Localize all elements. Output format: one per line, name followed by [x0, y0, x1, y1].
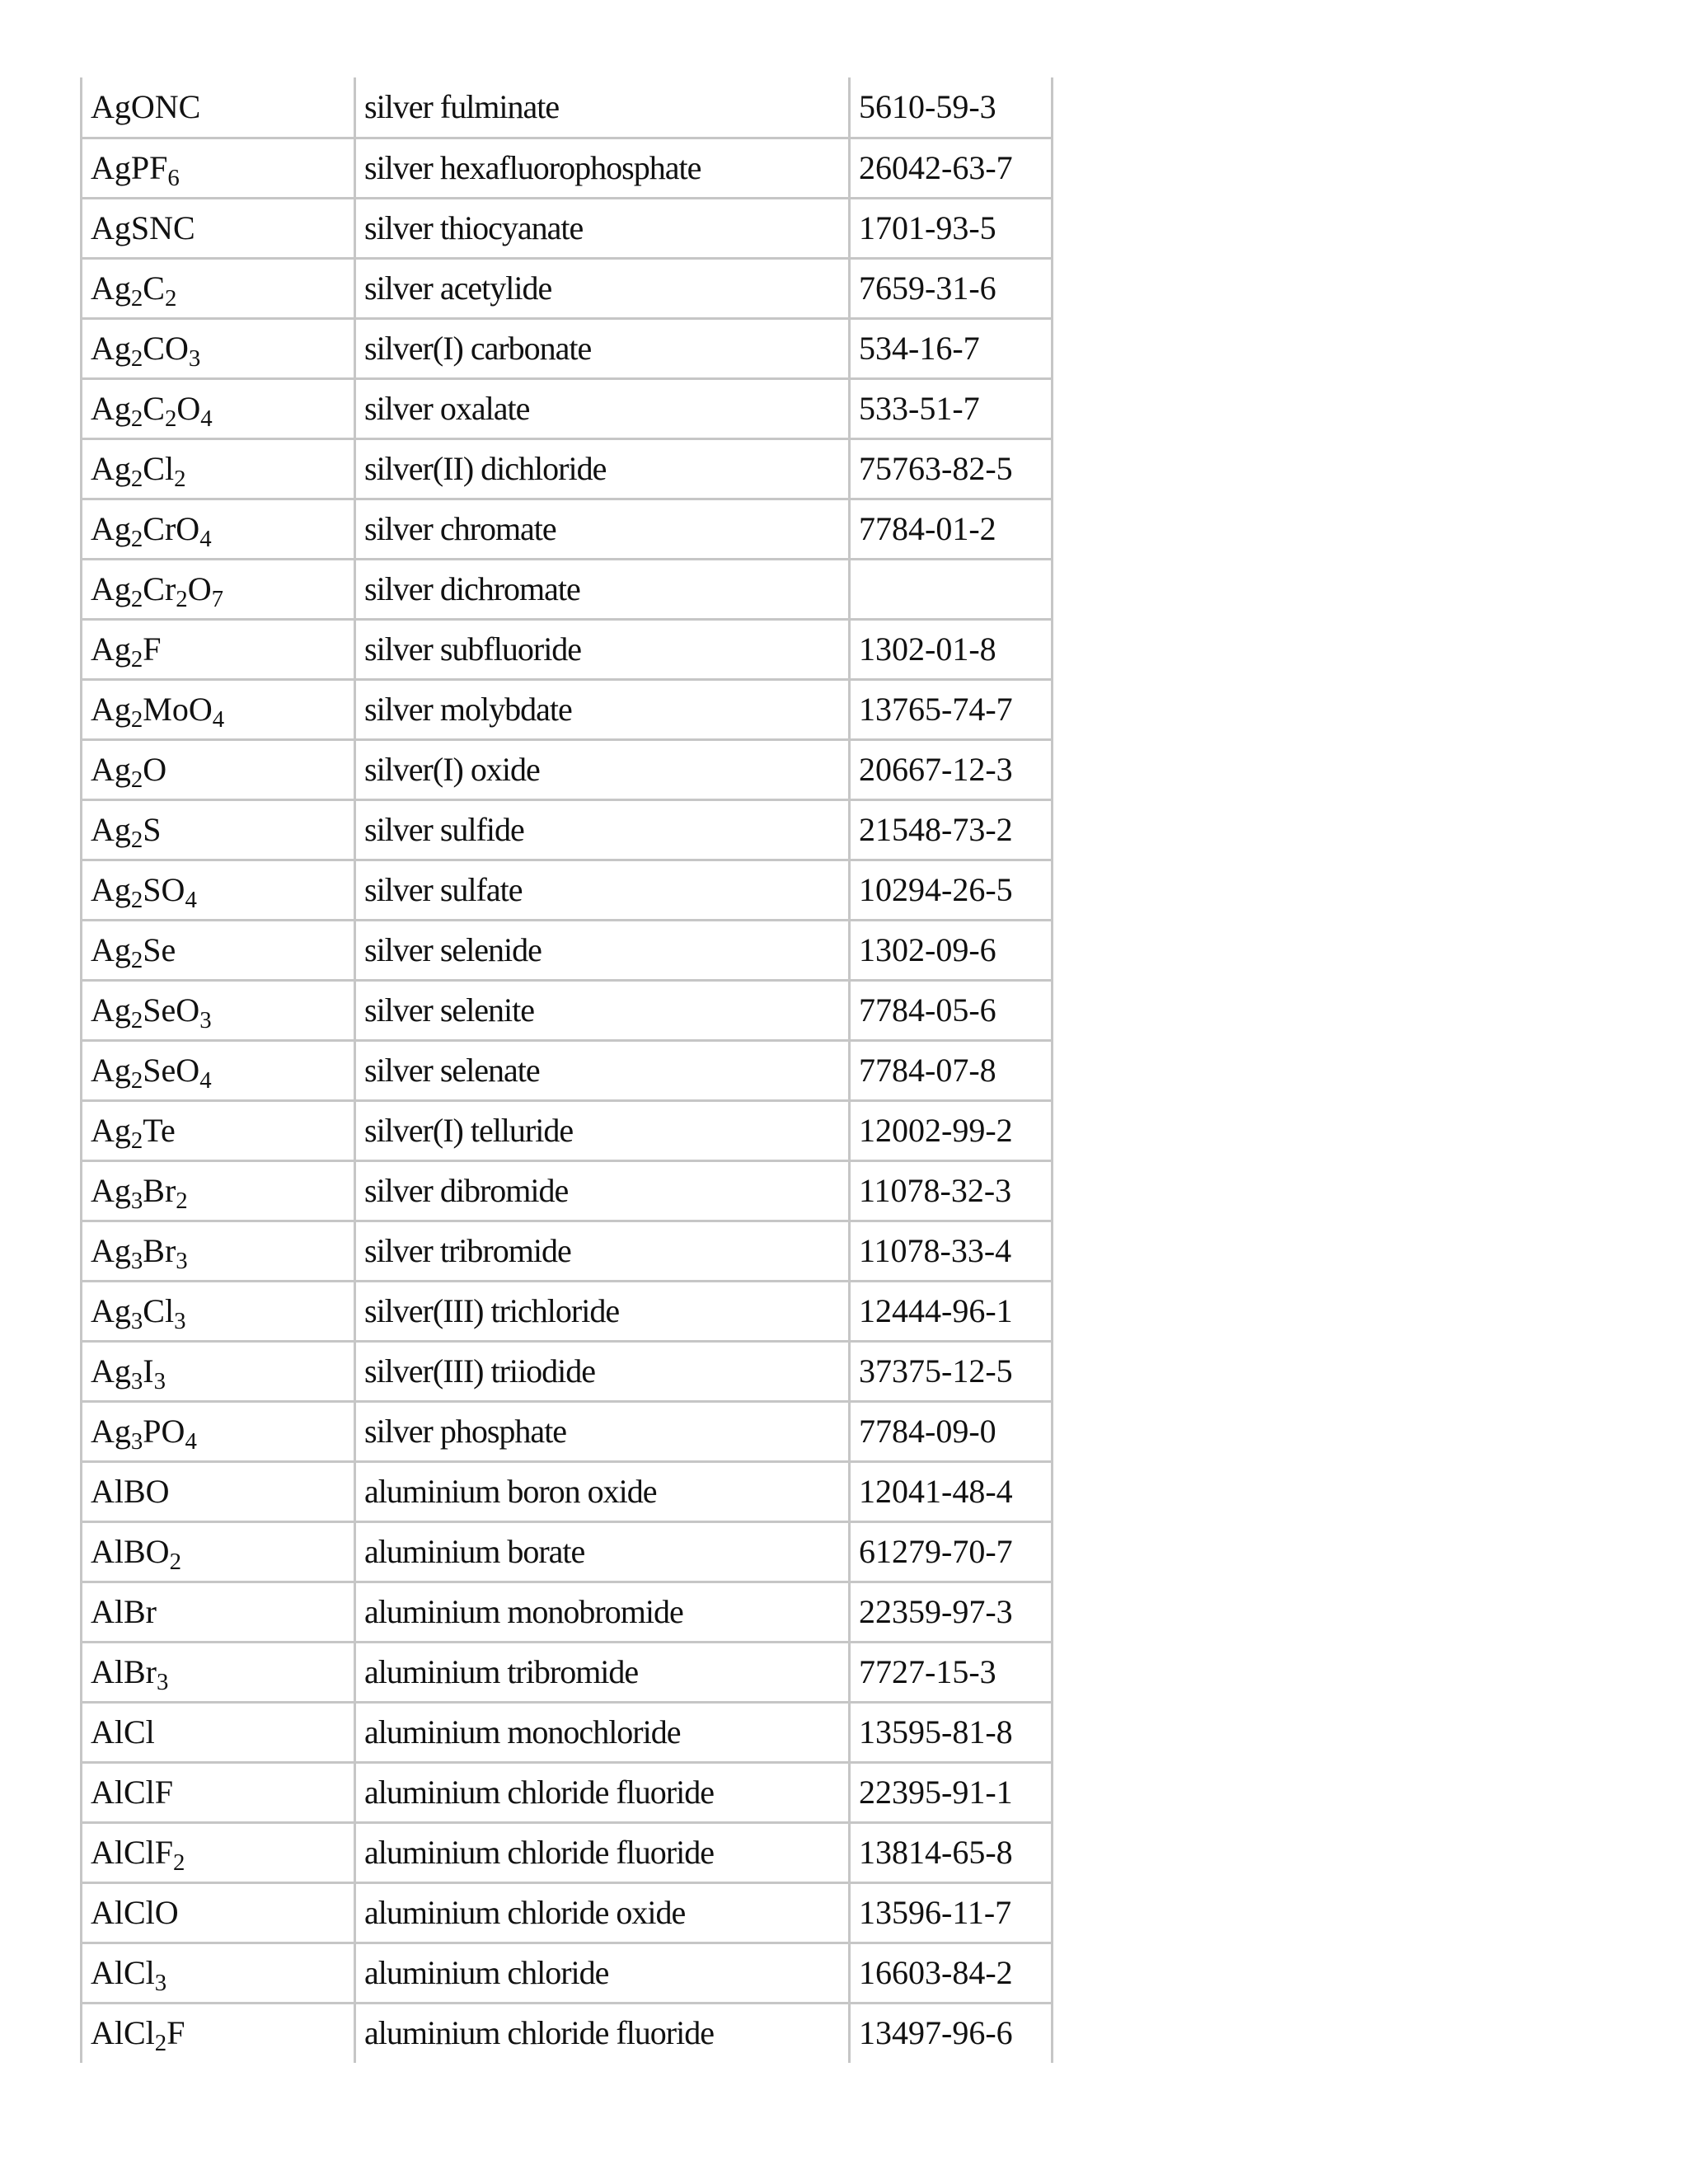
- formula-cell: [82, 499, 355, 559]
- compound-name-cell: aluminium monochloride: [355, 1702, 850, 1762]
- formula-element: Cl: [143, 449, 175, 487]
- formula-cell: [82, 1401, 355, 1461]
- compound-name-cell: silver selenide: [355, 920, 850, 980]
- cas-number-cell: 11078-33-4: [850, 1221, 1053, 1281]
- table-row: [82, 1762, 1053, 1822]
- formula-element: O: [187, 569, 212, 607]
- compound-name-cell: aluminium boron oxide: [355, 1461, 850, 1521]
- formula-cell: [82, 1762, 355, 1822]
- formula-subscript: 2: [176, 585, 188, 612]
- formula-subscript: 6: [167, 164, 180, 191]
- formula-element: AlCl: [91, 1713, 155, 1750]
- formula-subscript: 3: [188, 344, 201, 372]
- compound-name-cell: aluminium chloride fluoride: [355, 2003, 850, 2063]
- compound-name-cell: silver selenite: [355, 980, 850, 1040]
- formula-cell: [82, 258, 355, 318]
- formula-cell: [82, 138, 355, 198]
- formula-element: Ag: [91, 1291, 131, 1329]
- cas-number-cell: 7727-15-3: [850, 1642, 1053, 1702]
- table-row: [82, 1040, 1053, 1100]
- formula-cell: [82, 1100, 355, 1160]
- formula-element: AlCl: [91, 1953, 155, 1991]
- formula-subscript: 3: [130, 1307, 143, 1334]
- cas-number-cell: 22359-97-3: [850, 1582, 1053, 1642]
- cas-number-cell: 37375-12-5: [850, 1341, 1053, 1401]
- formula-element: CO: [143, 329, 189, 367]
- formula-subscript: 2: [169, 1548, 181, 1575]
- formula-cell: [82, 2003, 355, 2063]
- formula-element: O: [143, 750, 167, 788]
- formula-cell: [82, 378, 355, 438]
- table-row: [82, 1521, 1053, 1582]
- formula-cell: [82, 1702, 355, 1762]
- table-row: [82, 499, 1053, 559]
- cas-number-cell: 10294-26-5: [850, 860, 1053, 920]
- formula-cell: [82, 1642, 355, 1702]
- formula-element: AgONC: [91, 87, 201, 125]
- compound-name-cell: silver(I) carbonate: [355, 318, 850, 378]
- formula-element: PO: [143, 1412, 185, 1450]
- cas-number-cell: 5610-59-3: [850, 77, 1053, 138]
- formula-subscript: 2: [130, 766, 143, 793]
- formula-subscript: 4: [199, 525, 212, 552]
- cas-number-cell: 13596-11-7: [850, 1882, 1053, 1943]
- formula-element: Ag: [91, 810, 131, 848]
- formula-element: Ag: [91, 690, 131, 728]
- formula-element: Ag: [91, 750, 131, 788]
- formula-element: F: [166, 2014, 185, 2052]
- compound-name-cell: aluminium chloride: [355, 1943, 850, 2003]
- formula-cell: [82, 1160, 355, 1221]
- formula-subscript: 2: [130, 405, 143, 432]
- table-row: [82, 679, 1053, 739]
- compound-name-cell: silver(I) telluride: [355, 1100, 850, 1160]
- formula-cell: [82, 1461, 355, 1521]
- formula-element: AgPF: [91, 148, 168, 186]
- formula-element: F: [143, 630, 162, 668]
- compound-table: [80, 77, 1053, 2063]
- table-row: [82, 1461, 1053, 1521]
- formula-cell: [82, 318, 355, 378]
- cas-number-cell: 534-16-7: [850, 318, 1053, 378]
- formula-element: Cl: [143, 1291, 175, 1329]
- cas-number-cell: 1302-01-8: [850, 619, 1053, 679]
- formula-element: AgSNC: [91, 209, 195, 246]
- compound-name-cell: aluminium chloride fluoride: [355, 1822, 850, 1882]
- table-row: [82, 1221, 1053, 1281]
- cas-number-cell: 7784-05-6: [850, 980, 1053, 1040]
- compound-name-cell: aluminium tribromide: [355, 1642, 850, 1702]
- formula-subscript: 7: [211, 585, 223, 612]
- formula-subscript: 2: [130, 465, 143, 492]
- table-row: [82, 559, 1053, 619]
- compound-name-cell: silver tribromide: [355, 1221, 850, 1281]
- formula-element: Ag: [91, 509, 131, 547]
- table-row: [82, 799, 1053, 860]
- formula-subscript: 2: [130, 1006, 143, 1033]
- formula-cell: [82, 980, 355, 1040]
- formula-subscript: 2: [174, 465, 186, 492]
- cas-number-cell: 7659-31-6: [850, 258, 1053, 318]
- table-row: [82, 1882, 1053, 1943]
- table-row: [82, 138, 1053, 198]
- formula-element: AlClF: [91, 1773, 174, 1811]
- table-row: [82, 258, 1053, 318]
- formula-subscript: 4: [199, 1066, 212, 1094]
- formula-cell: [82, 1221, 355, 1281]
- formula-element: AlCl: [91, 2014, 155, 2052]
- formula-element: Ag: [91, 269, 131, 307]
- formula-element: Ag: [91, 991, 131, 1029]
- formula-subscript: 2: [130, 344, 143, 372]
- formula-element: Ag: [91, 569, 131, 607]
- formula-cell: [82, 679, 355, 739]
- compound-name-cell: silver(I) oxide: [355, 739, 850, 799]
- formula-element: SeO: [143, 1051, 200, 1089]
- compound-name-cell: silver phosphate: [355, 1401, 850, 1461]
- formula-cell: [82, 1341, 355, 1401]
- cas-number-cell: 12002-99-2: [850, 1100, 1053, 1160]
- cas-number-cell: 22395-91-1: [850, 1762, 1053, 1822]
- table-row: [82, 1582, 1053, 1642]
- compound-name-cell: silver thiocyanate: [355, 198, 850, 258]
- compound-name-cell: silver oxalate: [355, 378, 850, 438]
- cas-number-cell: 1302-09-6: [850, 920, 1053, 980]
- formula-element: Ag: [91, 1171, 131, 1209]
- cas-number-cell: 13765-74-7: [850, 679, 1053, 739]
- formula-subscript: 4: [185, 886, 197, 913]
- formula-element: Br: [143, 1171, 176, 1209]
- compound-name-cell: aluminium chloride oxide: [355, 1882, 850, 1943]
- cas-number-cell: 12041-48-4: [850, 1461, 1053, 1521]
- formula-element: Ag: [91, 930, 131, 968]
- formula-element: C: [143, 269, 165, 307]
- table-row: [82, 77, 1053, 138]
- compound-name-cell: silver dibromide: [355, 1160, 850, 1221]
- compound-name-cell: silver(III) triiodide: [355, 1341, 850, 1401]
- formula-element: I: [143, 1352, 154, 1390]
- formula-subscript: 2: [164, 284, 177, 312]
- cas-number-cell: 13595-81-8: [850, 1702, 1053, 1762]
- compound-name-cell: silver(II) dichloride: [355, 438, 850, 499]
- formula-subscript: 2: [130, 284, 143, 312]
- formula-cell: [82, 1822, 355, 1882]
- compound-name-cell: silver fulminate: [355, 77, 850, 138]
- formula-subscript: 2: [130, 705, 143, 733]
- compound-name-cell: silver molybdate: [355, 679, 850, 739]
- table-row: [82, 1160, 1053, 1221]
- table-row: [82, 739, 1053, 799]
- formula-element: Ag: [91, 1352, 131, 1390]
- formula-element: Ag: [91, 1051, 131, 1089]
- formula-subscript: 2: [154, 2030, 167, 2057]
- table-row: [82, 2003, 1053, 2063]
- formula-element: AlClO: [91, 1893, 179, 1931]
- formula-cell: [82, 198, 355, 258]
- compound-name-cell: aluminium chloride fluoride: [355, 1762, 850, 1822]
- formula-element: S: [143, 810, 162, 848]
- compound-name-cell: silver hexafluorophosphate: [355, 138, 850, 198]
- table-row: [82, 980, 1053, 1040]
- formula-element: Ag: [91, 1231, 131, 1269]
- table-row: [82, 920, 1053, 980]
- table-row: [82, 1943, 1053, 2003]
- formula-cell: [82, 920, 355, 980]
- table-row: [82, 1100, 1053, 1160]
- table-row: [82, 378, 1053, 438]
- formula-subscript: 4: [200, 405, 213, 432]
- compound-name-cell: aluminium monobromide: [355, 1582, 850, 1642]
- compound-name-cell: silver sulfate: [355, 860, 850, 920]
- cas-number-cell: 13497-96-6: [850, 2003, 1053, 2063]
- formula-subscript: 3: [176, 1247, 188, 1274]
- compound-name-cell: aluminium borate: [355, 1521, 850, 1582]
- formula-element: AlBr: [91, 1652, 157, 1690]
- formula-element: Ag: [91, 1111, 131, 1149]
- formula-cell: [82, 1582, 355, 1642]
- table-row: [82, 198, 1053, 258]
- cas-number-cell: 13814-65-8: [850, 1822, 1053, 1882]
- formula-element: SeO: [143, 991, 200, 1029]
- formula-subscript: 3: [199, 1006, 212, 1033]
- formula-cell: [82, 860, 355, 920]
- compound-rows: [82, 77, 1053, 2063]
- formula-element: SO: [143, 870, 185, 908]
- formula-subscript: 3: [130, 1367, 143, 1394]
- table-row: [82, 1341, 1053, 1401]
- formula-subscript: 2: [130, 886, 143, 913]
- formula-subscript: 2: [130, 946, 143, 973]
- cas-number-cell: 16603-84-2: [850, 1943, 1053, 2003]
- formula-element: AlBO: [91, 1532, 170, 1570]
- cas-number-cell: 7784-01-2: [850, 499, 1053, 559]
- formula-subscript: 2: [130, 585, 143, 612]
- cas-number-cell: 26042-63-7: [850, 138, 1053, 198]
- formula-cell: [82, 1882, 355, 1943]
- formula-subscript: 2: [176, 1187, 188, 1214]
- formula-element: Te: [143, 1111, 176, 1149]
- cas-number-cell: 1701-93-5: [850, 198, 1053, 258]
- cas-number-cell: 533-51-7: [850, 378, 1053, 438]
- formula-element: AlClF: [91, 1833, 174, 1871]
- formula-subscript: 4: [212, 705, 225, 733]
- table-row: [82, 438, 1053, 499]
- formula-element: MoO: [143, 690, 213, 728]
- formula-subscript: 2: [130, 645, 143, 673]
- formula-subscript: 3: [154, 1969, 167, 1996]
- table-row: [82, 1401, 1053, 1461]
- formula-subscript: 4: [185, 1427, 197, 1455]
- cas-number-cell: 75763-82-5: [850, 438, 1053, 499]
- compound-name-cell: silver dichromate: [355, 559, 850, 619]
- formula-subscript: 2: [173, 1849, 185, 1876]
- formula-cell: [82, 1943, 355, 2003]
- formula-element: Ag: [91, 630, 131, 668]
- formula-cell: [82, 438, 355, 499]
- cas-number-cell: 11078-32-3: [850, 1160, 1053, 1221]
- compound-name-cell: silver(III) trichloride: [355, 1281, 850, 1341]
- compound-name-cell: silver sulfide: [355, 799, 850, 860]
- table-row: [82, 1822, 1053, 1882]
- formula-element: AlBO: [91, 1472, 170, 1510]
- formula-element: AlBr: [91, 1592, 157, 1630]
- formula-cell: [82, 739, 355, 799]
- table-row: [82, 1642, 1053, 1702]
- formula-element: Ag: [91, 389, 131, 427]
- table-row: [82, 860, 1053, 920]
- formula-element: Se: [143, 930, 176, 968]
- formula-cell: [82, 1521, 355, 1582]
- formula-subscript: 2: [130, 525, 143, 552]
- formula-subscript: 2: [130, 826, 143, 853]
- formula-subscript: 2: [130, 1066, 143, 1094]
- formula-element: C: [143, 389, 165, 427]
- formula-element: Cr: [143, 569, 176, 607]
- cas-number-cell: [850, 559, 1053, 619]
- formula-cell: [82, 799, 355, 860]
- cas-number-cell: 7784-07-8: [850, 1040, 1053, 1100]
- cas-number-cell: 12444-96-1: [850, 1281, 1053, 1341]
- formula-cell: [82, 77, 355, 138]
- table-row: [82, 318, 1053, 378]
- compound-name-cell: silver subfluoride: [355, 619, 850, 679]
- cas-number-cell: 20667-12-3: [850, 739, 1053, 799]
- formula-subscript: 3: [130, 1187, 143, 1214]
- formula-element: Ag: [91, 1412, 131, 1450]
- formula-cell: [82, 619, 355, 679]
- cas-number-cell: 21548-73-2: [850, 799, 1053, 860]
- formula-element: Br: [143, 1231, 176, 1269]
- compound-name-cell: silver selenate: [355, 1040, 850, 1100]
- cas-number-cell: 7784-09-0: [850, 1401, 1053, 1461]
- formula-subscript: 2: [164, 405, 177, 432]
- cas-number-cell: 61279-70-7: [850, 1521, 1053, 1582]
- table-row: [82, 1702, 1053, 1762]
- formula-subscript: 2: [130, 1127, 143, 1154]
- formula-subscript: 3: [174, 1307, 186, 1334]
- compound-name-cell: silver acetylide: [355, 258, 850, 318]
- table-row: [82, 619, 1053, 679]
- formula-element: Ag: [91, 870, 131, 908]
- formula-element: Ag: [91, 329, 131, 367]
- formula-subscript: 3: [130, 1427, 143, 1455]
- formula-cell: [82, 559, 355, 619]
- formula-subscript: 3: [130, 1247, 143, 1274]
- formula-subscript: 3: [153, 1367, 166, 1394]
- formula-subscript: 3: [157, 1668, 169, 1695]
- formula-element: CrO: [143, 509, 200, 547]
- formula-element: Ag: [91, 449, 131, 487]
- formula-element: O: [176, 389, 201, 427]
- formula-cell: [82, 1040, 355, 1100]
- formula-cell: [82, 1281, 355, 1341]
- table-row: [82, 1281, 1053, 1341]
- compound-name-cell: silver chromate: [355, 499, 850, 559]
